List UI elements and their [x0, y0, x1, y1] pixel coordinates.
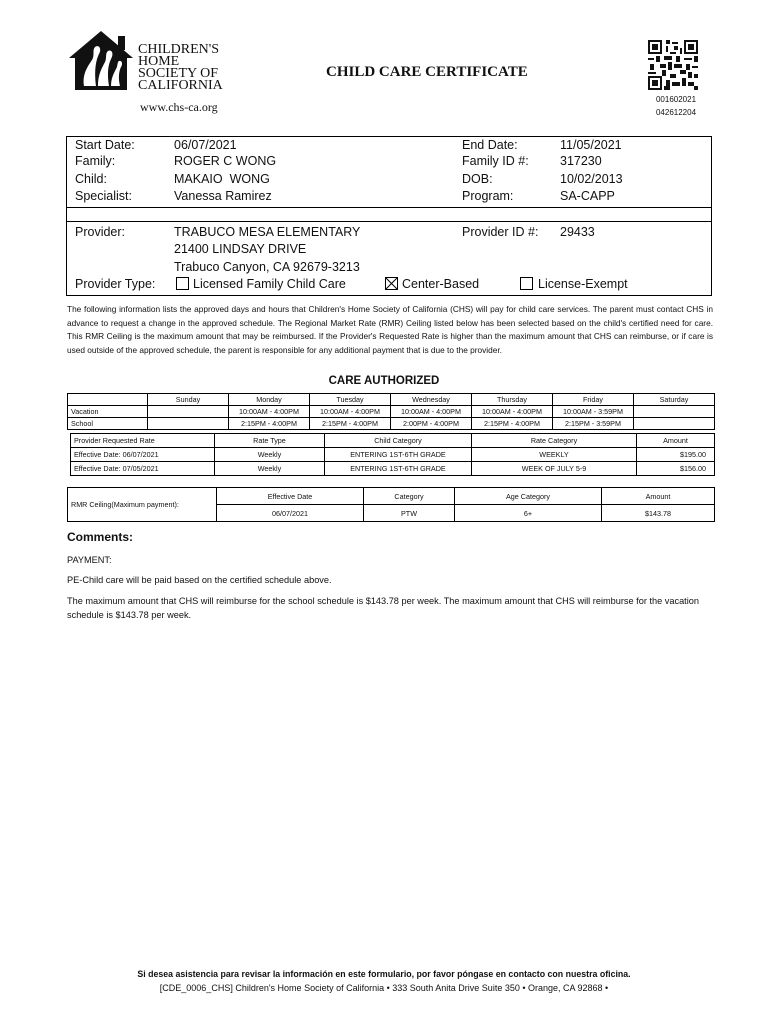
table-header-row [68, 488, 715, 505]
divider [67, 221, 711, 222]
table-cell: 10:00AM - 4:00PM [472, 406, 553, 418]
row-label: Vacation [68, 406, 148, 418]
start-date-value: 06/07/2021 [174, 138, 237, 152]
comments-heading: Comments: [67, 530, 134, 544]
table-cell: 10:00AM - 4:00PM [391, 406, 472, 418]
specialist-value: Vanessa Ramirez [174, 189, 272, 203]
table-cell [148, 406, 229, 418]
certificate-info-box [66, 136, 712, 296]
table-cell: PTW [364, 505, 455, 522]
license-exempt-checkbox[interactable] [520, 277, 533, 290]
provider-type-label: Provider Type: [75, 277, 156, 291]
provider-id-value: 29433 [560, 225, 595, 239]
footer-spanish-note: Si desea asistencia para revisar la información en este formulario, por favor póngase en contacto con nuestra oficina. [137, 969, 631, 979]
doc-code-2: 042612204 [655, 108, 697, 117]
table-row [68, 406, 715, 418]
provider-name: TRABUCO MESA ELEMENTARY [174, 225, 361, 239]
rmr-ceiling-table [67, 487, 715, 522]
org-logo [68, 30, 238, 116]
care-authorized-title: CARE AUTHORIZED [328, 375, 440, 387]
table-header: Rate Category [472, 434, 637, 448]
org-line-3: SOCIETY OF [138, 66, 218, 81]
table-cell: 2:00PM - 4:00PM [391, 418, 472, 430]
table-header: Provider Requested Rate [71, 434, 215, 448]
table-cell: 06/07/2021 [217, 505, 364, 522]
dob-label: DOB: [462, 172, 493, 186]
table-header: Effective Date [217, 488, 364, 505]
org-line-2: HOME [138, 54, 180, 69]
row-label: School [68, 418, 148, 430]
provider-rate-table [70, 433, 715, 476]
table-cell [148, 418, 229, 430]
house-family-logo-icon [68, 30, 134, 92]
table-cell: $143.78 [602, 505, 715, 522]
provider-address-line1: 21400 LINDSAY DRIVE [174, 242, 307, 256]
center-based-checkbox[interactable] [385, 277, 398, 290]
table-cell: 2:15PM - 4:00PM [310, 418, 391, 430]
end-date-value: 11/05/2021 [560, 138, 622, 152]
family-id-label: Family ID #: [462, 154, 529, 168]
table-header: Rate Type [215, 434, 325, 448]
table-row [71, 462, 715, 476]
care-authorized-table [67, 393, 715, 430]
family-label: Family: [75, 154, 116, 168]
qr-code-icon [648, 40, 698, 90]
divider [67, 207, 711, 208]
dob-value: 10/02/2013 [560, 172, 623, 186]
table-cell: 10:00AM - 3:59PM [553, 406, 634, 418]
table-header: Amount [637, 434, 715, 448]
program-value: SA-CAPP [560, 189, 615, 203]
table-header: Wednesday [391, 394, 472, 406]
document-title: CHILD CARE CERTIFICATE [326, 64, 528, 80]
org-line-1: CHILDREN'S [138, 42, 220, 57]
rmr-label: RMR Ceiling(Maximum payment): [68, 488, 217, 522]
table-cell: 2:15PM - 4:00PM [229, 418, 310, 430]
table-header: Saturday [634, 394, 715, 406]
table-cell: $156.00 [637, 462, 715, 476]
document-codes [646, 93, 706, 119]
intro-paragraph: The following information lists the approved days and hours that Children's Home Society of California (CHS) will pay for child care services. The parent must contact CHS in advance to request a change in the approved schedule. The Regional Market Rate (RMR) Ceiling listed below has been selected based on the child's certified need for care. This RMR Ceiling is the maximum amount that may be reimbursed. If the Provider's Requested Rate is higher than the maximum amount that CHS can reimburse, or if care is used outside of the approved schedule, the parent is responsible for any additional payment that is due to the provider. [67, 304, 713, 355]
table-cell: Weekly [215, 462, 325, 476]
comment-line: PAYMENT: [67, 555, 112, 565]
center-based-label: Center-Based [402, 277, 480, 291]
table-header-row [71, 434, 715, 448]
table-header: Child Category [325, 434, 472, 448]
table-cell: Effective Date: 07/05/2021 [71, 462, 215, 476]
org-url[interactable]: www.chs-ca.org [140, 100, 218, 114]
licensed-family-label: Licensed Family Child Care [193, 277, 346, 291]
table-header: Thursday [472, 394, 553, 406]
license-exempt-label: License-Exempt [538, 277, 628, 291]
table-cell: WEEK OF JULY 5-9 [472, 462, 637, 476]
table-cell: ENTERING 1ST-6TH GRADE [325, 462, 472, 476]
table-cell: 10:00AM - 4:00PM [310, 406, 391, 418]
table-cell: 10:00AM - 4:00PM [229, 406, 310, 418]
provider-id-label: Provider ID #: [462, 225, 539, 239]
table-cell: 2:15PM - 3:59PM [553, 418, 634, 430]
family-id-value: 317230 [560, 154, 602, 168]
table-header: Tuesday [310, 394, 391, 406]
table-cell: 6+ [455, 505, 602, 522]
child-value: MAKAIO WONG [174, 172, 270, 186]
program-label: Program: [462, 189, 514, 203]
table-cell: ENTERING 1ST-6TH GRADE [325, 448, 472, 462]
doc-code-1: 001602021 [655, 95, 697, 104]
checkmark-x-icon [386, 278, 397, 289]
table-cell [634, 406, 715, 418]
table-cell: Effective Date: 06/07/2021 [71, 448, 215, 462]
start-date-label: Start Date: [75, 138, 135, 152]
table-header: Monday [229, 394, 310, 406]
family-value: ROGER C WONG [174, 154, 277, 168]
specialist-label: Specialist: [75, 189, 132, 203]
table-row [71, 448, 715, 462]
table-header: Friday [553, 394, 634, 406]
licensed-family-checkbox[interactable] [176, 277, 189, 290]
table-cell: WEEKLY [472, 448, 637, 462]
table-header: Amount [602, 488, 715, 505]
table-header: Sunday [148, 394, 229, 406]
table-row [68, 418, 715, 430]
table-header-row [68, 394, 715, 406]
table-header [68, 394, 148, 406]
table-header: Age Category [455, 488, 602, 505]
provider-label: Provider: [75, 225, 126, 239]
comment-line: PE-Child care will be paid based on the certified schedule above. [67, 575, 332, 585]
table-cell: 2:15PM - 4:00PM [472, 418, 553, 430]
end-date-label: End Date: [462, 138, 518, 152]
table-cell [634, 418, 715, 430]
org-line-4: CALIFORNIA [138, 78, 223, 93]
table-cell: Weekly [215, 448, 325, 462]
provider-address-line2: Trabuco Canyon, CA 92679-3213 [174, 260, 360, 274]
comment-line: The maximum amount that CHS will reimburse for the school schedule is $143.78 per week. The maximum amount that CHS will reimburse for the vacation schedule is $143.78 per week. [67, 596, 699, 620]
table-cell: $195.00 [637, 448, 715, 462]
org-name [138, 44, 223, 92]
table-header: Category [364, 488, 455, 505]
child-label: Child: [75, 172, 107, 186]
footer-address: [CDE_0006_CHS] Children's Home Society of California • 333 South Anita Drive Suite 350 • Orange, CA 92868 • [159, 983, 609, 993]
